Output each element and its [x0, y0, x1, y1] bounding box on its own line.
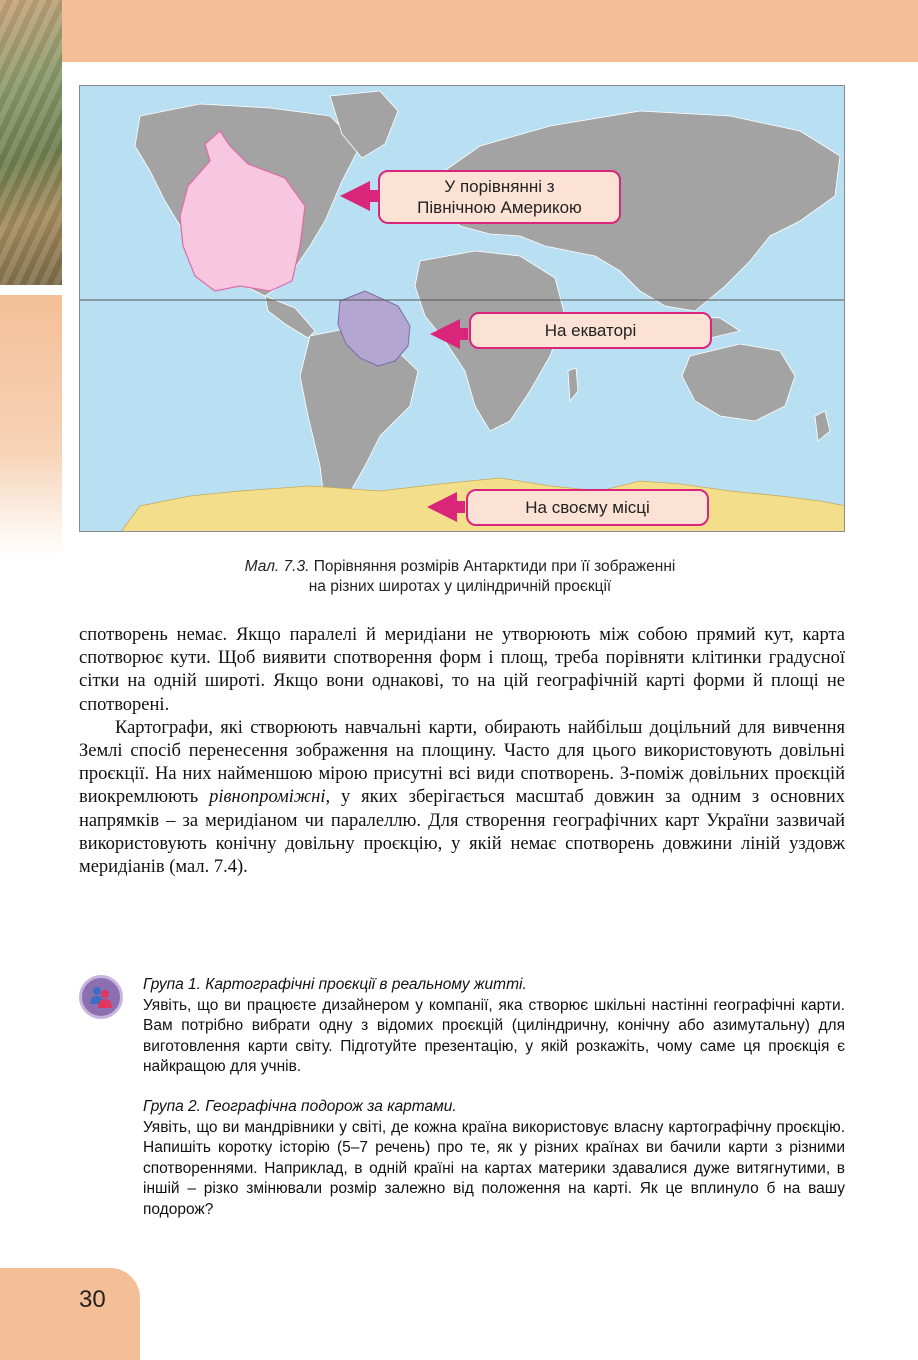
callout-line: У порівнянні з	[444, 177, 555, 196]
paragraph: спотворень немає. Якщо паралелі й меридіани не утворюють між собою прямий кут, карта спотворює кути. Щоб виявити спотворення форм і площ, треба порівняти клітинки градусної сітки на одній широті. Якщо вони однакові, то на цій географічній карті форми й площі не спотворені.	[79, 625, 845, 715]
task-group-1	[143, 975, 845, 1078]
task-text: Уявіть, що ви мандрівники у світі, де кожна країна використовує власну картографічну проєкцію. Напишіть коротку історію (5–7 речень) про те, як у різних країнах ви бачили карти з різними спотвореннями. Наприклад, в одній країні на картах материки здавалися дуже витягнутими, в іншій – різко змінювали розмір залежно від положення на карті. Як це вплинуло б на вашу подорож?	[143, 1118, 845, 1218]
text-run: , у яких зберігається масштаб довжин за одним з основних напрямків – за меридіаном чи паралеллю. Для створення географічних карт України зазвичай використовують конічну довільну проєкцію, у якій немає спотворень довжини ліній уздовж меридіанів (мал. 7.4).	[79, 787, 845, 878]
term: рівнопроміжні	[209, 787, 326, 808]
caption-line: Порівняння розмірів Антарктиди при її зображенні	[313, 558, 676, 575]
group-work-icon	[79, 975, 123, 1019]
body-text	[79, 624, 845, 879]
header-band	[62, 0, 918, 62]
figure-caption	[150, 557, 770, 597]
corner-landscape-photo	[0, 0, 62, 285]
callout-equator: На екваторі	[469, 312, 712, 349]
figure-label: Мал. 7.3.	[244, 558, 310, 575]
paragraph	[79, 717, 845, 879]
task-text: Уявіть, що ви працюєте дизайнером у компанії, яка створює шкільні настінні географічні карти. Вам потрібно вибрати одну з відомих проєкцій (циліндричну, конічну або азимутальну) для виготовлення карти світу. Підготуйте презентацію, у якій розкажіть, чому саме ця проєкція є найкращою для учнів.	[143, 996, 845, 1075]
text-run: Картографи, які створюють навчальні карти, обирають найбільш доцільний для вивчення Землі спосіб перенесення зображення на площину. Часто для цього використовують довільні проєкції. На них найменшою мірою присутні всі види спотворень. З-поміж довільних проєкцій виокремлюють	[79, 717, 845, 808]
caption-line: на різних широтах у циліндричній проєкції	[308, 578, 612, 595]
world-map-figure	[79, 85, 845, 532]
task-title: Група 1. Картографічні проєкції в реальному житті.	[143, 976, 527, 993]
callout-north-america	[378, 170, 621, 224]
task-title: Група 2. Географічна подорож за картами.	[143, 1098, 457, 1115]
page-number: 30	[79, 1286, 106, 1313]
callout-line: Північною Америкою	[417, 198, 582, 217]
world-map-svg	[80, 86, 845, 532]
page-number-tab	[0, 1268, 140, 1360]
side-band	[0, 295, 62, 555]
callout-own-place: На своєму місці	[466, 489, 709, 526]
task-group-2	[143, 1097, 845, 1220]
